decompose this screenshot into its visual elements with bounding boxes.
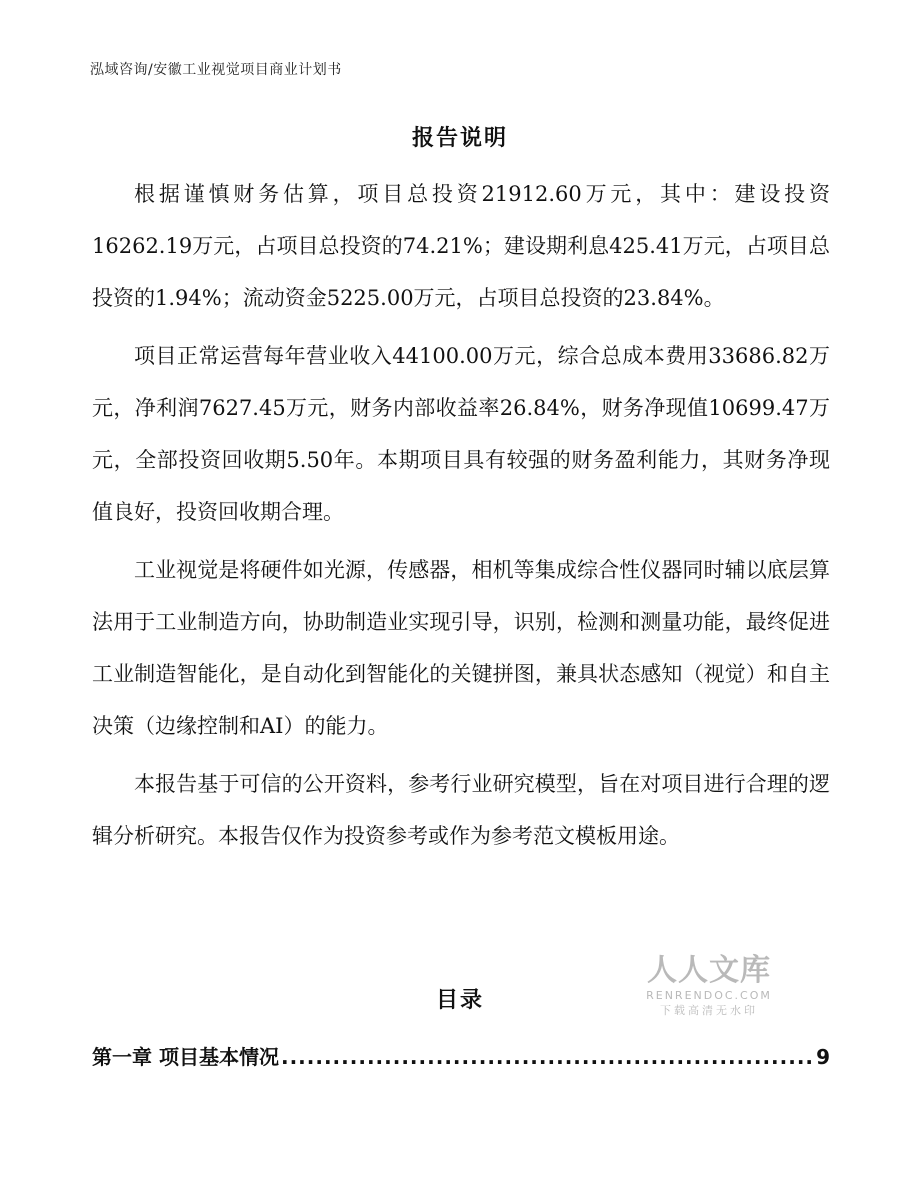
- page-title: 报告说明: [411, 126, 508, 151]
- watermark-subtitle: 下载高清无水印: [660, 1004, 758, 1017]
- toc-leader-dots: [281, 1045, 814, 1069]
- paragraph-investment: 根据谨慎财务估算，项目总投资21912.60万元，其中：建设投资16262.19万元，占项目总投资的74.21%；建设期利息425.41万元，占项目总投资的1.94%；流动资金5225.00万元，占项目总投资的23.84%。: [92, 182, 830, 310]
- toc-title: 目录: [435, 988, 484, 1013]
- watermark-main: 人人文库: [647, 953, 771, 988]
- toc-entry-label: 第一章 项目基本情况: [92, 1045, 279, 1069]
- report-body: [92, 168, 830, 868]
- watermark-url: RENRENDOC.COM: [646, 989, 772, 1002]
- toc-entry[interactable]: [92, 1041, 830, 1070]
- paragraph-industry: 工业视觉是将硬件如光源，传感器，相机等集成综合性仪器同时辅以底层算法用于工业制造方向，协助制造业实现引导，识别，检测和测量功能，最终促进工业制造智能化，是自动化到智能化的关键拼图，兼具状态感知（视觉）和自主决策（边缘控制和AI）的能力。: [92, 558, 830, 738]
- running-header: 泓域咨询/安徽工业视觉项目商业计划书: [90, 62, 342, 78]
- paragraph-disclaimer: 本报告基于可信的公开资料，参考行业研究模型，旨在对项目进行合理的逻辑分析研究。本报告仅作为投资参考或作为参考范文模板用途。: [92, 772, 830, 848]
- paragraph-revenue: 项目正常运营每年营业收入44100.00万元，综合总成本费用33686.82万元，净利润7627.45万元，财务内部收益率26.84%，财务净现值10699.47万元，全部投资回收期5.50年。本期项目具有较强的财务盈利能力，其财务净现值良好，投资回收期合理。: [92, 344, 830, 524]
- toc-entry-page: 9: [816, 1045, 830, 1069]
